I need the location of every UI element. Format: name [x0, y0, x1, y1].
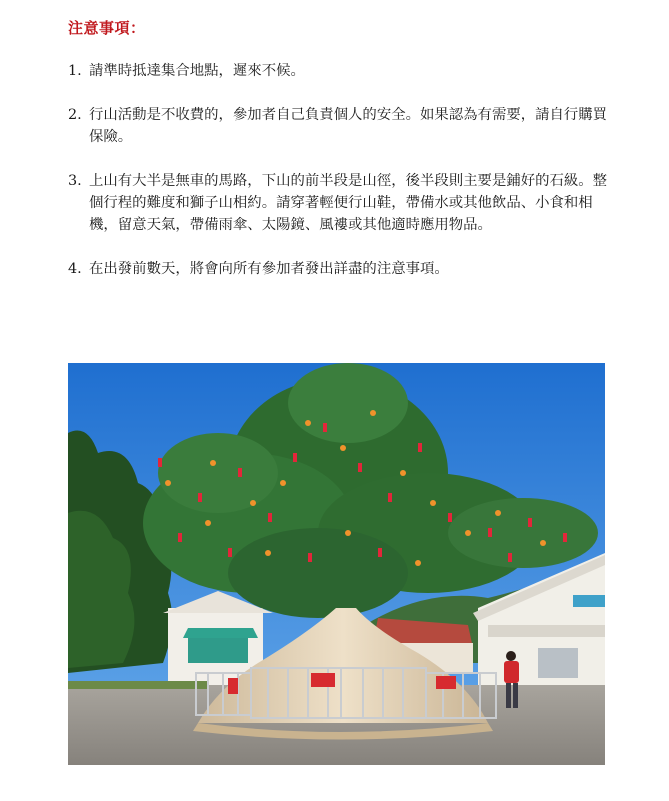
notice-text: 請準時抵達集合地點，遲來不候。	[89, 63, 305, 79]
notice-text: 行山活動是不收費的，參加者自己負責個人的安全。如果認為有需要，請自行購買保險。	[89, 107, 608, 145]
notice-text: 在出發前數天，將會向所有參加者發出詳盡的注意事項。	[89, 261, 449, 277]
notice-item	[68, 258, 608, 280]
notice-number: 1.	[68, 63, 82, 79]
warning-sign	[436, 676, 456, 689]
notice-number: 4.	[68, 261, 82, 277]
notice-item	[68, 104, 608, 148]
notice-number: 3.	[68, 173, 82, 189]
wishing-tree-photo	[68, 363, 605, 765]
notice-list	[68, 60, 608, 302]
notice-text: 上山有大半是無車的馬路，下山的前半段是山徑，後半段則主要是鋪好的石級。整個行程的難度和獅子山相約。請穿著輕便行山鞋，帶備水或其他飲品、小食和相機，留意天氣，帶備雨傘、太陽鏡、風褸或其他適時應用物品。	[89, 173, 608, 233]
warning-sign	[228, 678, 238, 694]
notice-item	[68, 60, 608, 82]
notice-item	[68, 170, 608, 236]
notice-heading: 注意事項：	[68, 19, 146, 37]
warning-sign	[311, 673, 335, 687]
notice-number: 2.	[68, 107, 82, 123]
